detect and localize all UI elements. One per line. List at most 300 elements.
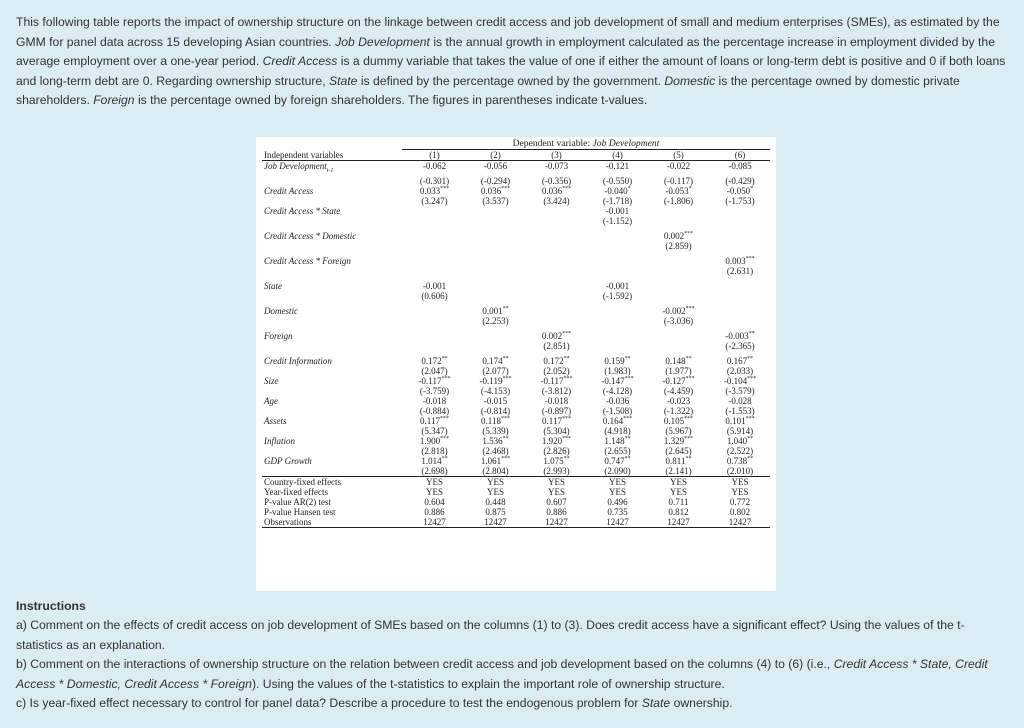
significance-stars: *** bbox=[562, 330, 572, 337]
row-label-text: Credit Access * Foreign bbox=[264, 255, 351, 266]
tstat-cell: (2.010) bbox=[726, 465, 754, 476]
footer-cell: YES bbox=[425, 476, 443, 487]
table-body bbox=[262, 161, 770, 476]
tstat-cell: (-4.128) bbox=[602, 385, 633, 396]
tstat-cell bbox=[465, 241, 526, 251]
coef-cell bbox=[587, 456, 648, 466]
coef-cell bbox=[526, 416, 587, 426]
intro-paragraph bbox=[16, 13, 1008, 111]
coef-cell bbox=[709, 436, 771, 446]
term-job-development: Job Development bbox=[335, 34, 430, 49]
table-row bbox=[262, 186, 770, 196]
tstat-row bbox=[262, 426, 770, 436]
footer-label: Country-fixed effects bbox=[264, 476, 342, 487]
coef-value: 0.811 bbox=[665, 455, 686, 466]
footer-cell: YES bbox=[547, 486, 565, 497]
coef-cell bbox=[709, 456, 771, 466]
coef-cell bbox=[465, 456, 526, 466]
tstat-cell: (-3.579) bbox=[725, 385, 755, 396]
footer-cell: 0.607 bbox=[546, 496, 567, 507]
tstat-cell: (-0.429) bbox=[725, 175, 755, 186]
column-header: (5) bbox=[673, 150, 684, 160]
row-label bbox=[262, 186, 404, 196]
coef-cell bbox=[404, 416, 465, 426]
instructions-title: Instructions bbox=[16, 599, 86, 613]
table-row bbox=[262, 376, 770, 386]
tstat-cell bbox=[404, 316, 465, 326]
coef-cell bbox=[404, 456, 465, 466]
tstat-cell: (-1.322) bbox=[663, 405, 694, 416]
row-label bbox=[262, 331, 404, 341]
coef-cell bbox=[526, 436, 587, 446]
dep-var: Job Development bbox=[592, 138, 660, 149]
coef-cell bbox=[709, 281, 771, 291]
tstat-cell: (1.977) bbox=[665, 365, 692, 376]
tstat-cell bbox=[465, 291, 526, 301]
row-label-text: GDP Growth bbox=[264, 455, 312, 466]
tstat-row-spacer bbox=[262, 386, 404, 396]
significance-stars: *** bbox=[747, 375, 757, 382]
coef-cell bbox=[587, 161, 648, 176]
row-label bbox=[262, 416, 404, 426]
column-header: (4) bbox=[612, 150, 623, 160]
significance-stars: *** bbox=[502, 375, 512, 382]
tstat-cell: (5.347) bbox=[421, 425, 448, 436]
coef-value: 0.036 bbox=[541, 185, 563, 196]
coef-cell bbox=[465, 231, 526, 241]
tstat-cell bbox=[404, 216, 465, 226]
coef-cell bbox=[648, 306, 709, 316]
tstat-cell: (2.077) bbox=[482, 365, 509, 376]
tstat-cell: (-0.897) bbox=[541, 405, 572, 416]
coef-value: 1.148 bbox=[604, 435, 625, 446]
table-row bbox=[262, 331, 770, 341]
coef-value: -0.073 bbox=[544, 161, 569, 171]
significance-stars: *** bbox=[684, 415, 694, 422]
coef-value: -0.062 bbox=[422, 161, 447, 171]
term-credit-access: Credit Access bbox=[262, 54, 338, 69]
term-state: State bbox=[328, 73, 358, 88]
footer-row bbox=[262, 507, 770, 517]
row-label bbox=[262, 376, 404, 386]
tstat-cell bbox=[404, 341, 465, 351]
coef-cell bbox=[465, 206, 526, 216]
question-b-text: ). Using the values of the t-statistics to explain the important role of ownership structure. bbox=[251, 676, 725, 691]
coef-cell bbox=[526, 306, 587, 316]
coef-cell bbox=[648, 331, 709, 341]
coef-cell bbox=[648, 281, 709, 291]
tstat-cell: (-0.117) bbox=[664, 175, 693, 186]
tstat-row bbox=[262, 176, 770, 186]
coef-cell bbox=[526, 161, 587, 176]
tstat-cell: (-0.550) bbox=[602, 175, 633, 186]
footer-cell: 0.802 bbox=[729, 506, 751, 517]
coef-value: 1.040 bbox=[726, 435, 748, 446]
footer-cell: 12427 bbox=[606, 516, 629, 527]
tstat-cell: (5.914) bbox=[726, 425, 754, 436]
coef-value: -0.104 bbox=[723, 375, 748, 386]
coef-value: -0.001 bbox=[422, 280, 447, 291]
tstat-cell bbox=[465, 266, 526, 276]
question-a: a) Comment on the effects of credit access on job development of SMEs based on the columns (1) to (3). Does credit access have a significant effect? Using the values of the t-statistics as an explanation. bbox=[16, 618, 965, 652]
tstat-row bbox=[262, 196, 770, 206]
tstat-cell: (-1.508) bbox=[602, 405, 633, 416]
coef-value: 0.747 bbox=[604, 455, 625, 466]
significance-stars: ** bbox=[502, 305, 509, 312]
coef-cell bbox=[587, 231, 648, 241]
coef-value: -0.050 bbox=[726, 185, 751, 196]
tstat-cell: (2.655) bbox=[604, 445, 631, 456]
table-row bbox=[262, 231, 770, 241]
tstat-cell: (5.339) bbox=[482, 425, 509, 436]
coef-cell bbox=[404, 161, 465, 176]
term-domestic: Domestic bbox=[664, 73, 716, 88]
coef-cell bbox=[587, 376, 648, 386]
significance-stars: *** bbox=[745, 255, 755, 262]
question-b-terms: Credit Access * State, Credit Access * Domestic, Credit Access * Foreign bbox=[16, 657, 988, 691]
coef-cell bbox=[404, 186, 465, 196]
footer-cell: 0.875 bbox=[485, 506, 506, 517]
row-label-text: Credit Information bbox=[264, 355, 332, 366]
tstat-row bbox=[262, 466, 770, 476]
significance-stars: *** bbox=[440, 435, 450, 442]
tstat-cell: (2.851) bbox=[543, 340, 570, 351]
question-c-text: c) Is year-fixed effect necessary to control for panel data? Describe a procedure to test the endogenous problem for bbox=[16, 696, 642, 711]
tstat-row-spacer bbox=[262, 341, 404, 351]
tstat-cell bbox=[587, 316, 648, 326]
tstat-cell: (-0.356) bbox=[541, 175, 572, 186]
footer-cell: 12427 bbox=[484, 516, 507, 527]
footer-cell: YES bbox=[547, 476, 565, 487]
coef-value: -0.036 bbox=[605, 395, 630, 406]
tstat-cell bbox=[709, 216, 771, 226]
row-label-text: Size bbox=[264, 375, 279, 386]
footer-cell: 0.812 bbox=[668, 506, 689, 517]
coef-cell bbox=[648, 256, 709, 266]
footer-cell: 12427 bbox=[728, 516, 752, 527]
significance-stars: *** bbox=[684, 230, 694, 237]
coef-cell bbox=[465, 356, 526, 366]
coef-value: -0.018 bbox=[422, 395, 447, 406]
significance-stars: *** bbox=[501, 185, 511, 192]
coef-cell bbox=[404, 306, 465, 316]
row-label bbox=[262, 356, 404, 366]
tstat-row bbox=[262, 446, 770, 456]
footer-cell: YES bbox=[486, 486, 504, 497]
row-label-text: Inflation bbox=[264, 435, 295, 446]
row-label-text: Assets bbox=[264, 415, 287, 426]
coef-value: 0.148 bbox=[665, 355, 686, 366]
coef-value: 1.536 bbox=[482, 435, 503, 446]
intro-text: This following table reports the impact of ownership structure on the linkage between credit access and job development of small and medium enterprises (SMEs), as estimated by the GMM for panel data across 15 developing Asian countries. bbox=[16, 15, 1000, 49]
coef-value: 0.172 bbox=[421, 355, 442, 366]
tstat-row-spacer bbox=[262, 196, 404, 206]
tstat-cell: (5.967) bbox=[665, 425, 692, 436]
tstat-cell: (3.247) bbox=[421, 195, 448, 206]
tstat-cell bbox=[465, 341, 526, 351]
coef-cell bbox=[404, 281, 465, 291]
coef-value: -0.018 bbox=[544, 395, 569, 406]
tstat-cell: (-4.153) bbox=[480, 385, 511, 396]
row-label bbox=[262, 281, 404, 291]
tstat-cell bbox=[709, 241, 771, 251]
tstat-cell: (-0.884) bbox=[419, 405, 450, 416]
footer-cell: 12427 bbox=[545, 516, 568, 527]
coef-cell bbox=[709, 396, 771, 406]
coef-value: 0.118 bbox=[481, 415, 501, 426]
dependent-variable-header bbox=[402, 138, 770, 150]
coef-value: 0.002 bbox=[663, 230, 685, 241]
coef-cell bbox=[465, 331, 526, 341]
coef-cell bbox=[648, 456, 709, 466]
tstat-cell: (2.826) bbox=[543, 445, 570, 456]
tstat-row-spacer bbox=[262, 366, 404, 376]
footer-cell: 0.886 bbox=[424, 506, 445, 517]
tstat-row-spacer bbox=[262, 406, 404, 416]
coef-cell bbox=[587, 206, 648, 216]
tstat-cell: (-0.814) bbox=[480, 405, 511, 416]
tstat-cell: (2.522) bbox=[726, 445, 754, 456]
coef-value: 0.159 bbox=[604, 355, 625, 366]
coef-cell bbox=[648, 376, 709, 386]
tstat-cell bbox=[404, 266, 465, 276]
coef-cell bbox=[587, 416, 648, 426]
significance-stars: ** bbox=[747, 435, 754, 442]
tstat-row bbox=[262, 406, 770, 416]
coef-cell bbox=[526, 356, 587, 366]
coef-value: -0.022 bbox=[666, 161, 691, 171]
coef-value: -0.003 bbox=[725, 330, 749, 341]
tstat-cell: (-0.294) bbox=[480, 175, 511, 186]
tstat-cell: (2.141) bbox=[665, 465, 692, 476]
significance-stars: ** bbox=[685, 355, 692, 362]
tstat-cell bbox=[526, 216, 587, 226]
tstat-cell: (2.859) bbox=[665, 240, 692, 251]
coef-value: -0.119 bbox=[479, 375, 503, 386]
tstat-cell bbox=[648, 216, 709, 226]
regression-table-image bbox=[256, 137, 776, 591]
coef-cell bbox=[526, 281, 587, 291]
significance-stars: ** bbox=[748, 330, 755, 337]
tstat-row bbox=[262, 241, 770, 251]
coef-cell bbox=[709, 161, 771, 176]
tstat-cell bbox=[709, 291, 771, 301]
significance-stars: *** bbox=[685, 375, 695, 382]
question-b-text: b) Comment on the interactions of ownership structure on the relation between credit access and job development based on the columns (4) to (6) (i.e., bbox=[16, 657, 834, 672]
significance-stars: *** bbox=[684, 435, 694, 442]
tstat-cell: (-4.459) bbox=[663, 385, 694, 396]
coef-value: -0.085 bbox=[728, 161, 752, 171]
coef-cell bbox=[465, 376, 526, 386]
intro-text: is the percentage owned by foreign shareholders. The figures in parentheses indicate t-values. bbox=[134, 93, 648, 108]
significance-stars: *** bbox=[500, 415, 510, 422]
coef-value: 1.075 bbox=[543, 455, 564, 466]
significance-stars: *** bbox=[624, 375, 634, 382]
significance-stars: * bbox=[627, 185, 631, 192]
coef-cell bbox=[404, 356, 465, 366]
significance-stars: ** bbox=[685, 455, 692, 462]
footer-cell: 0.886 bbox=[546, 506, 567, 517]
coef-cell bbox=[404, 331, 465, 341]
footer-cell: 0.448 bbox=[485, 496, 506, 507]
significance-stars: *** bbox=[441, 375, 451, 382]
tstat-row bbox=[262, 216, 770, 226]
coef-cell bbox=[526, 396, 587, 406]
tstat-row-spacer bbox=[262, 241, 404, 251]
row-label bbox=[262, 231, 404, 241]
coef-cell bbox=[404, 231, 465, 241]
coef-value: -0.117 bbox=[540, 375, 564, 386]
tstat-cell: (-3.812) bbox=[541, 385, 572, 396]
significance-stars: * bbox=[688, 185, 692, 192]
coef-cell bbox=[465, 436, 526, 446]
row-label bbox=[262, 396, 404, 406]
significance-stars: ** bbox=[624, 355, 631, 362]
tstat-row-spacer bbox=[262, 291, 404, 301]
footer-row bbox=[262, 487, 770, 497]
table-row bbox=[262, 161, 770, 176]
coef-cell bbox=[404, 396, 465, 406]
row-label-subscript: t-1 bbox=[326, 167, 334, 174]
footer-cell: YES bbox=[731, 476, 749, 487]
tstat-cell: (-1.152) bbox=[602, 215, 633, 226]
tstat-row-spacer bbox=[262, 426, 404, 436]
coef-cell bbox=[587, 186, 648, 196]
coef-value: 0.101 bbox=[725, 415, 746, 426]
significance-stars: *** bbox=[561, 415, 571, 422]
tstat-cell: (2.804) bbox=[482, 465, 509, 476]
tstat-cell: (0.606) bbox=[421, 290, 448, 301]
coef-cell bbox=[404, 376, 465, 386]
coef-value: -0.040 bbox=[604, 185, 628, 196]
coef-value: -0.117 bbox=[418, 375, 442, 386]
footer-cell: YES bbox=[425, 486, 443, 497]
tstat-cell: (-3.036) bbox=[663, 315, 694, 326]
tstat-cell: (2.033) bbox=[726, 365, 754, 376]
coef-value: 0.738 bbox=[726, 455, 748, 466]
significance-stars: * bbox=[750, 185, 754, 192]
tstat-cell: (-1.806) bbox=[663, 195, 694, 206]
coef-value: -0.053 bbox=[665, 185, 689, 196]
table-row bbox=[262, 306, 770, 316]
tstat-row-spacer bbox=[262, 466, 404, 476]
significance-stars: ** bbox=[624, 455, 631, 462]
row-label-text: Domestic bbox=[264, 305, 298, 316]
question-c-text: ownership. bbox=[670, 696, 733, 711]
tstat-cell bbox=[526, 241, 587, 251]
coef-cell bbox=[709, 256, 771, 266]
footer-cell: YES bbox=[608, 486, 626, 497]
coef-cell bbox=[648, 161, 709, 176]
table-row bbox=[262, 456, 770, 466]
row-label-text: Credit Access * State bbox=[264, 205, 341, 216]
tstat-cell: (3.424) bbox=[543, 195, 570, 206]
tstat-cell: (-1.592) bbox=[602, 290, 633, 301]
tstat-cell bbox=[648, 266, 709, 276]
tstat-cell bbox=[648, 291, 709, 301]
coef-value: -0.028 bbox=[728, 395, 752, 406]
tstat-cell: (5.304) bbox=[543, 425, 570, 436]
tstat-cell: (2.698) bbox=[421, 465, 448, 476]
regression-table bbox=[262, 138, 770, 528]
row-label bbox=[262, 456, 404, 466]
column-header: (2) bbox=[490, 150, 501, 160]
column-header: (3) bbox=[551, 150, 562, 160]
tstat-cell bbox=[587, 266, 648, 276]
coef-value: 0.117 bbox=[542, 415, 562, 426]
question-c-term: State bbox=[641, 696, 671, 711]
tstat-row bbox=[262, 291, 770, 301]
coef-cell bbox=[709, 186, 771, 196]
instructions bbox=[16, 597, 1008, 713]
coef-cell bbox=[709, 231, 771, 241]
footer-cell: 12427 bbox=[667, 516, 690, 527]
coef-value: 0.036 bbox=[480, 185, 502, 196]
coef-value: 0.167 bbox=[726, 355, 748, 366]
tstat-cell bbox=[526, 291, 587, 301]
row-label-text: Credit Access bbox=[264, 185, 314, 196]
significance-stars: *** bbox=[439, 415, 449, 422]
row-label bbox=[262, 256, 404, 266]
significance-stars: ** bbox=[747, 455, 754, 462]
column-header: (1) bbox=[429, 150, 440, 160]
coef-cell bbox=[526, 206, 587, 216]
coef-value: -0.002 bbox=[662, 305, 686, 316]
coef-cell bbox=[465, 396, 526, 406]
significance-stars: ** bbox=[747, 355, 754, 362]
footer-label: P-value Hansen test bbox=[264, 506, 336, 517]
footer-cell: YES bbox=[608, 476, 626, 487]
footer-cell: YES bbox=[669, 476, 687, 487]
dep-label: Dependent variable: bbox=[512, 138, 593, 149]
tstat-cell: (1.983) bbox=[604, 365, 631, 376]
table-row bbox=[262, 416, 770, 426]
coef-cell bbox=[526, 256, 587, 266]
coef-cell bbox=[404, 206, 465, 216]
significance-stars: ** bbox=[502, 435, 509, 442]
tstat-cell: (-1.753) bbox=[725, 195, 755, 206]
row-label bbox=[262, 436, 404, 446]
coef-cell bbox=[709, 376, 771, 386]
footer-cell: 0.772 bbox=[729, 496, 751, 507]
significance-stars: *** bbox=[562, 185, 572, 192]
coef-cell bbox=[526, 231, 587, 241]
significance-stars: ** bbox=[563, 455, 570, 462]
row-label bbox=[262, 306, 404, 316]
coef-cell bbox=[404, 256, 465, 266]
coef-value: 1.061 bbox=[480, 455, 502, 466]
coef-cell bbox=[465, 306, 526, 316]
coef-cell bbox=[465, 416, 526, 426]
tstat-cell: (2.047) bbox=[421, 365, 448, 376]
row-label-text: Job Development bbox=[264, 161, 327, 171]
tstat-cell: (2.052) bbox=[543, 365, 570, 376]
row-label bbox=[262, 206, 404, 216]
coef-cell bbox=[587, 396, 648, 406]
coef-value: -0.001 bbox=[605, 280, 630, 291]
tstat-cell: (-2.365) bbox=[725, 340, 755, 351]
tstat-row bbox=[262, 341, 770, 351]
coef-value: 1.329 bbox=[663, 435, 685, 446]
coef-cell bbox=[587, 436, 648, 446]
tstat-row bbox=[262, 266, 770, 276]
coef-value: 0.117 bbox=[420, 415, 440, 426]
intro-text: is defined by the percentage owned by the government. bbox=[357, 73, 665, 88]
coef-cell bbox=[709, 416, 771, 426]
footer-label: Year-fixed effects bbox=[264, 486, 328, 497]
significance-stars: ** bbox=[441, 355, 448, 362]
coef-cell bbox=[465, 281, 526, 291]
